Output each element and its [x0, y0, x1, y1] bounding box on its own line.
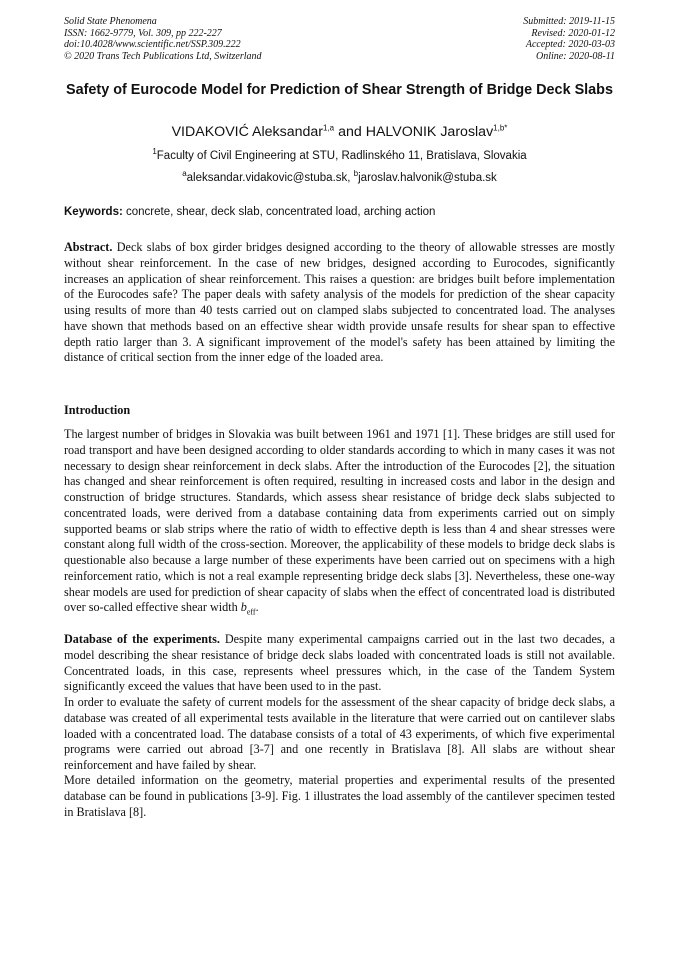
- affiliation-text: Faculty of Civil Engineering at STU, Radlinského 11, Bratislava, Slovakia: [156, 150, 527, 162]
- abstract: [64, 240, 615, 366]
- author-line: [64, 124, 615, 140]
- email-a-marker: a: [182, 169, 187, 179]
- abstract-label: Abstract.: [64, 240, 113, 254]
- affiliation: [64, 147, 615, 162]
- keywords-text: concrete, shear, deck slab, concentrated load, arching action: [126, 206, 436, 218]
- database-paragraph: [64, 632, 615, 695]
- abstract-text: Deck slabs of box girder bridges designed according to the theory of allowable stresses are mostly without shear reinforcement. In the case of new bridges, designed according to Eurocodes, significantly increases an application of shear reinforcement. This raises a question: are bridges built before implementation of the Eurocodes safe? The paper deals with safety analysis of the models for prediction of the shear capacity using results of more than 40 tests carried out on clamped slabs subjected to concentrated load. The analyses have shown that methods based on an effective shear width provide unsafe results for shear span to effective depth ratio larger than 3. A significant improvement of the model's safety has been attained by limiting the distance of critical section from the inner edge of the loaded area.: [64, 240, 616, 365]
- database-text: Despite many experimental campaigns carried out in the last two decades, a model describing the shear resistance of bridge deck slabs loaded with concentrated loads is still not available. Concentrated loads, in this case, represents wheel pressures which, in the case of the Tandem System significantly exceed the values that have been used to in the past.: [64, 632, 615, 694]
- online-date: Online: 2020-08-11: [536, 50, 615, 62]
- intro-p1-subscript: eff: [246, 607, 256, 617]
- header-left: [64, 16, 262, 62]
- author-conjunction: and: [338, 124, 362, 140]
- intro-p1-variable: b: [240, 600, 247, 615]
- submitted-date: Submitted: 2019-11-15: [523, 16, 615, 27]
- introduction-paragraph-3: In order to evaluate the safety of current models for the assessment of the shear capacity of bridge deck slabs, a database was created of all experimental tests available in the literature that were carried out on cantilever slabs loaded with a concentrated load. The database consists of a total of 43 experiments, of which five experimental programs were carried out abroad [3-7] and one recently in Bratislava [8]. All slabs are without shear reinforcement and have failed by shear.: [64, 695, 615, 772]
- issn-line: ISSN: 1662-9779, Vol. 309, pp 222-227: [64, 27, 222, 39]
- introduction-paragraph-4: More detailed information on the geometry, material properties and experimental results of the presented database can be found in publications [3-9]. Fig. 1 illustrates the load assembly of the cantilever specimen tested in Bratislava [8].: [64, 773, 615, 819]
- author-2: HALVONIK Jaroslav: [365, 124, 494, 140]
- section-heading-introduction: Introduction: [64, 403, 131, 417]
- author-emails: [64, 169, 615, 184]
- author-2-affiliation: 1,b*: [493, 123, 508, 133]
- copyright-line: © 2020 Trans Tech Publications Ltd, Switzerland: [64, 50, 262, 62]
- keywords-label: Keywords:: [64, 206, 123, 218]
- database-label: Database of the experiments.: [64, 632, 220, 646]
- email-b[interactable]: jaroslav.halvonik@stuba.sk: [358, 172, 497, 184]
- email-a[interactable]: aleksandar.vidakovic@stuba.sk,: [186, 172, 351, 184]
- author-1: VIDAKOVIĆ Aleksandar: [171, 124, 323, 140]
- introduction-paragraph-1: [64, 427, 615, 616]
- intro-p1-text: The largest number of bridges in Slovakia was built between 1961 and 1971 [1]. These bridges are still used for road transport and have been designed according to older standards according to which in many cases it was not necessary to design shear reinforcement in deck slabs. After the introduction of the Eurocodes [2], the situation has changed and shear reinforcement is often required, resulting in increased costs and labor in the design and construction of bridge structures. Standards, which assess shear resistance of bridge deck slabs subjected to concentrated loads, were derived from a database containing data from experiments carried out on simply supported beams or slab strips where the ratio of width to effective depth is less than 4 and shear stresses were constant along full width of the cross-section. Moreover, the applicability of these models to bridge deck slabs is questionable also because a large number of these experiments have been carried out on specimens with a high reinforcement ratio, which is not a real example representing bridge deck slabs [3]. Nevertheless, these one-way shear models are used for prediction of shear capacity of slabs when the effect of concentrated load is distributed over so-called effective shear width: [64, 427, 615, 615]
- keywords: [64, 206, 615, 218]
- doi-line: doi:10.4028/www.scientific.net/SSP.309.222: [64, 39, 241, 51]
- journal-name: Solid State Phenomena: [64, 16, 157, 27]
- header-right: [523, 16, 615, 62]
- revised-date: Revised: 2020-01-12: [531, 27, 615, 39]
- intro-p1-period: .: [255, 600, 259, 615]
- author-1-affiliation: 1,a: [323, 123, 335, 133]
- accepted-date: Accepted: 2020-03-03: [525, 39, 615, 51]
- affiliation-number: 1: [152, 147, 157, 157]
- paper-title: Safety of Eurocode Model for Prediction of Shear Strength of Bridge Deck Slabs: [66, 82, 613, 98]
- email-b-marker: b: [353, 169, 359, 179]
